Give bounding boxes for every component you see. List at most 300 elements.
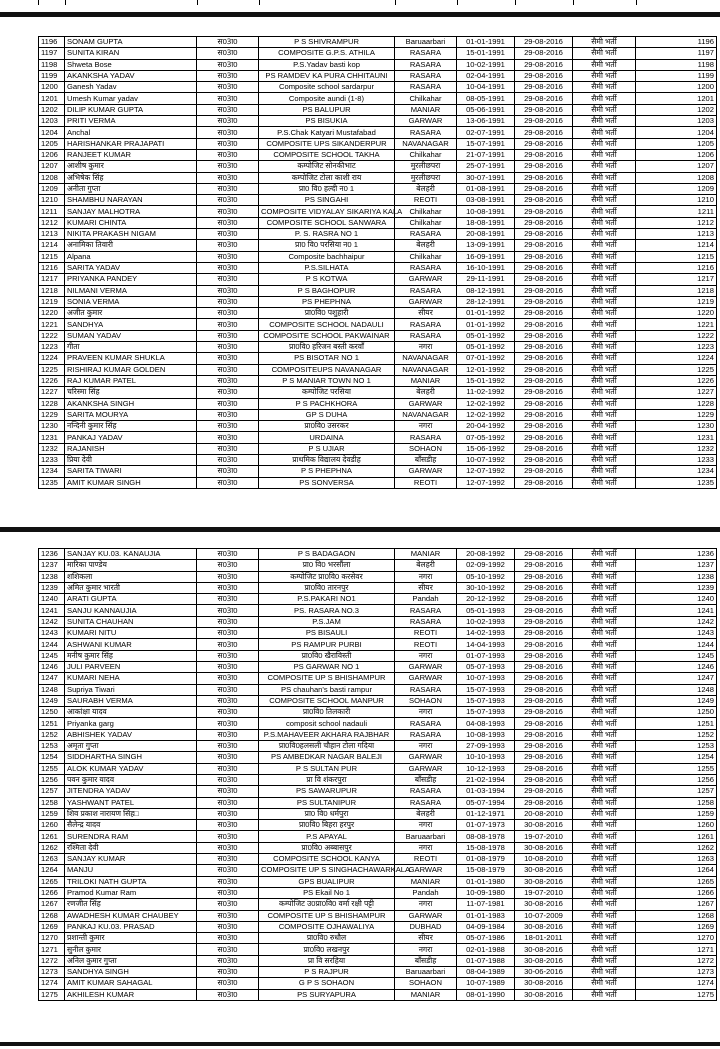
school-name-cell: PS RAMPUR PURBI (259, 639, 395, 650)
birth-date-cell: 10-10-1993 (457, 752, 515, 763)
serial-number-repeat-cell: 1196 (636, 37, 717, 48)
birth-date-cell: 29-11-1991 (457, 274, 515, 285)
designation-cell: स03ा0 (197, 82, 259, 93)
serial-number-repeat-cell: 1275 (636, 989, 717, 1000)
school-name-cell: P S SULTAN PUR (259, 763, 395, 774)
table-row (39, 104, 717, 115)
teacher-name-cell: KUMARI NITU (65, 628, 197, 639)
serial-number-cell: 1222 (39, 330, 65, 341)
recruitment-type-cell: सैमी भर्ती (573, 409, 636, 420)
table-row (39, 308, 717, 319)
joining-date-cell: 29-08-2016 (515, 104, 573, 115)
designation-cell: स03ा0 (197, 59, 259, 70)
serial-number-cell: 1213 (39, 229, 65, 240)
joining-date-cell: 29-08-2016 (515, 364, 573, 375)
joining-date-cell: 30-08-2016 (515, 876, 573, 887)
designation-cell: स03ा0 (197, 70, 259, 81)
serial-number-cell: 1245 (39, 650, 65, 661)
designation-cell: स03ा0 (197, 854, 259, 865)
designation-cell: स03ा0 (197, 330, 259, 341)
table-row (39, 571, 717, 582)
teacher-name-cell: प्रशान्ती कुमार (65, 933, 197, 944)
table-row (39, 48, 717, 59)
recruitment-type-cell: सैमी भर्ती (573, 240, 636, 251)
serial-number-repeat-cell: 1266 (636, 887, 717, 898)
serial-number-cell: 1250 (39, 707, 65, 718)
school-name-cell: URDAINA (259, 432, 395, 443)
serial-number-cell: 1230 (39, 421, 65, 432)
teacher-name-cell: SURENDRA RAM (65, 831, 197, 842)
designation-cell: स03ा0 (197, 274, 259, 285)
recruitment-type-cell: सैमी भर्ती (573, 571, 636, 582)
teacher-name-cell: YASHWANT PATEL (65, 797, 197, 808)
serial-number-repeat-cell: 1216 (636, 262, 717, 273)
designation-cell: स03ा0 (197, 296, 259, 307)
recruitment-type-cell: सैमी भर्ती (573, 808, 636, 819)
serial-number-cell: 1251 (39, 718, 65, 729)
serial-number-repeat-cell: 1241 (636, 605, 717, 616)
designation-cell: स03ा0 (197, 966, 259, 977)
teacher-name-cell: आशीष कुमार (65, 161, 197, 172)
birth-date-cell: 10-12-1993 (457, 763, 515, 774)
designation-cell: स03ा0 (197, 763, 259, 774)
designation-cell: स03ा0 (197, 195, 259, 206)
joining-date-cell: 10-08-2010 (515, 854, 573, 865)
birth-date-cell: 13-06-1991 (457, 116, 515, 127)
serial-number-repeat-cell: 1257 (636, 786, 717, 797)
joining-date-cell: 30-08-2016 (515, 842, 573, 853)
recruitment-type-cell: सैमी भर्ती (573, 639, 636, 650)
teacher-name-cell: अमृता गुप्ता (65, 741, 197, 752)
serial-number-repeat-cell: 1243 (636, 628, 717, 639)
serial-number-repeat-cell: 1224 (636, 353, 717, 364)
school-name-cell: P S UJIAR (259, 443, 395, 454)
teacher-name-cell: SANDHYA SINGH (65, 966, 197, 977)
birth-date-cell: 11-07-1981 (457, 899, 515, 910)
table-row (39, 82, 717, 93)
serial-number-repeat-cell: 1214 (636, 240, 717, 251)
birth-date-cell: 13-09-1991 (457, 240, 515, 251)
serial-number-cell: 1215 (39, 251, 65, 262)
birth-date-cell: 16-09-1991 (457, 251, 515, 262)
block-name-cell: Chilkahar (395, 251, 457, 262)
designation-cell: स03ा0 (197, 432, 259, 443)
birth-date-cell: 15-07-1993 (457, 695, 515, 706)
school-name-cell: P.S.Chak Katyari Mustafabad (259, 127, 395, 138)
joining-date-cell: 29-08-2016 (515, 797, 573, 808)
table-row (39, 774, 717, 785)
serial-number-cell: 1198 (39, 59, 65, 70)
teacher-name-cell: Supriya Tiwari (65, 684, 197, 695)
serial-number-repeat-cell: 1244 (636, 639, 717, 650)
recruitment-type-cell: सैमी भर्ती (573, 364, 636, 375)
joining-date-cell: 29-08-2016 (515, 375, 573, 386)
joining-date-cell: 29-08-2016 (515, 183, 573, 194)
birth-date-cell: 02-09-1992 (457, 560, 515, 571)
joining-date-cell: 18-01-2011 (515, 933, 573, 944)
teacher-name-cell: SANJAY KU.03. KANAUJIA (65, 549, 197, 560)
table-row (39, 409, 717, 420)
block-name-cell: NAVANAGAR (395, 138, 457, 149)
serial-number-repeat-cell: 1211 (636, 206, 717, 217)
recruitment-type-cell: सैमी भर्ती (573, 454, 636, 465)
teacher-name-cell: AKHILESH KUMAR (65, 989, 197, 1000)
recruitment-type-cell: सैमी भर्ती (573, 763, 636, 774)
serial-number-cell: 1269 (39, 921, 65, 932)
designation-cell: स03ा0 (197, 387, 259, 398)
table-row (39, 127, 717, 138)
serial-number-cell: 1205 (39, 138, 65, 149)
table-row (39, 387, 717, 398)
recruitment-type-cell: सैमी भर्ती (573, 887, 636, 898)
block-name-cell: GARWAR (395, 673, 457, 684)
school-name-cell: P.S.MAHAVEER AKHARA RAJBHAR (259, 729, 395, 740)
block-name-cell: GARWAR (395, 398, 457, 409)
joining-date-cell: 29-08-2016 (515, 605, 573, 616)
birth-date-cell: 05-10-1992 (457, 571, 515, 582)
table-row (39, 364, 717, 375)
teacher-name-cell: ARATI GUPTA (65, 594, 197, 605)
block-name-cell: Baruaarbari (395, 37, 457, 48)
block-name-cell: RASARA (395, 797, 457, 808)
serial-number-cell: 1201 (39, 93, 65, 104)
birth-date-cell: 02-07-1991 (457, 127, 515, 138)
teacher-name-cell: शशिकला (65, 571, 197, 582)
joining-date-cell: 29-08-2016 (515, 752, 573, 763)
birth-date-cell: 01-07-1993 (457, 650, 515, 661)
serial-number-repeat-cell: 1261 (636, 831, 717, 842)
birth-date-cell: 05-01-1992 (457, 342, 515, 353)
school-name-cell: PS SONVERSA (259, 477, 395, 488)
table-row (39, 229, 717, 240)
birth-date-cell: 15-01-1991 (457, 48, 515, 59)
table-row (39, 616, 717, 627)
designation-cell: स03ा0 (197, 661, 259, 672)
previous-table-fragment (38, 0, 717, 5)
school-name-cell: प्रा0 वि0 भरसौंला (259, 560, 395, 571)
recruitment-type-cell: सैमी भर्ती (573, 308, 636, 319)
table-row (39, 454, 717, 465)
table-row (39, 217, 717, 228)
serial-number-cell: 1272 (39, 955, 65, 966)
school-name-cell: PS BISOTAR NO 1 (259, 353, 395, 364)
joining-date-cell: 29-08-2016 (515, 466, 573, 477)
block-name-cell: NAVANAGAR (395, 409, 457, 420)
designation-cell: स03ा0 (197, 887, 259, 898)
table-row (39, 854, 717, 865)
recruitment-type-cell: सैमी भर्ती (573, 594, 636, 605)
birth-date-cell: 15-08-1978 (457, 842, 515, 853)
birth-date-cell: 02-04-1991 (457, 70, 515, 81)
serial-number-cell: 1233 (39, 454, 65, 465)
designation-cell: स03ा0 (197, 910, 259, 921)
table-row (39, 695, 717, 706)
birth-date-cell: 30-07-1991 (457, 172, 515, 183)
block-name-cell: Chilkahar (395, 149, 457, 160)
joining-date-cell: 29-08-2016 (515, 628, 573, 639)
school-name-cell: PS. RASARA NO.3 (259, 605, 395, 616)
serial-number-repeat-cell: 1230 (636, 421, 717, 432)
birth-date-cell: 02-01-1988 (457, 944, 515, 955)
designation-cell: स03ा0 (197, 955, 259, 966)
recruitment-type-cell: सैमी भर्ती (573, 398, 636, 409)
teacher-name-cell: Umesh Kumar yadav (65, 93, 197, 104)
joining-date-cell: 29-08-2016 (515, 639, 573, 650)
teacher-name-cell: आकांक्षा यादव (65, 707, 197, 718)
designation-cell: स03ा0 (197, 183, 259, 194)
designation-cell: स03ा0 (197, 752, 259, 763)
recruitment-type-cell: सैमी भर्ती (573, 375, 636, 386)
birth-date-cell: 08-04-1989 (457, 966, 515, 977)
school-name-cell: प्राथमिक विद्यालय देवडीह (259, 454, 395, 465)
teacher-name-cell: मनीष कुमार सिंह (65, 650, 197, 661)
teacher-name-cell: SARITA MOURYA (65, 409, 197, 420)
school-name-cell: प्रा वि सरहिया (259, 955, 395, 966)
block-name-cell: GARWAR (395, 910, 457, 921)
teacher-name-cell: PRAVEEN KUMAR SHUKLA (65, 353, 197, 364)
table-row (39, 116, 717, 127)
block-name-cell: मुरलीछपरा (395, 161, 457, 172)
designation-cell: स03ा0 (197, 364, 259, 375)
designation-cell: स03ा0 (197, 262, 259, 273)
recruitment-type-cell: सैमी भर्ती (573, 330, 636, 341)
teacher-name-cell: SONAM GUPTA (65, 37, 197, 48)
birth-date-cell: 15-07-1993 (457, 684, 515, 695)
teacher-name-cell: PRITI VERMA (65, 116, 197, 127)
serial-number-cell: 1260 (39, 820, 65, 831)
school-name-cell: COMPOSITE SCHOOL PAKWAINAR (259, 330, 395, 341)
birth-date-cell: 12-07-1992 (457, 477, 515, 488)
designation-cell: स03ा0 (197, 628, 259, 639)
table-row (39, 989, 717, 1000)
joining-date-cell: 29-08-2016 (515, 285, 573, 296)
recruitment-type-cell: सैमी भर्ती (573, 421, 636, 432)
designation-cell: स03ा0 (197, 229, 259, 240)
designation-cell: स03ा0 (197, 240, 259, 251)
serial-number-repeat-cell: 1218 (636, 285, 717, 296)
block-name-cell: नगरा (395, 820, 457, 831)
teacher-table-section-1 (38, 36, 717, 489)
school-name-cell: COMPOSITE UPS SIKANDERPUR (259, 138, 395, 149)
designation-cell: स03ा0 (197, 741, 259, 752)
designation-cell: स03ा0 (197, 718, 259, 729)
school-name-cell: प्रा0वि0 हरिजन बस्ती करवाँ (259, 342, 395, 353)
birth-date-cell: 15-01-1992 (457, 375, 515, 386)
recruitment-type-cell: सैमी भर्ती (573, 262, 636, 273)
school-name-cell: P S KOTWA (259, 274, 395, 285)
designation-cell: स03ा0 (197, 774, 259, 785)
recruitment-type-cell: सैमी भर्ती (573, 48, 636, 59)
birth-date-cell: 03-08-1991 (457, 195, 515, 206)
recruitment-type-cell: सैमी भर्ती (573, 955, 636, 966)
table-row (39, 342, 717, 353)
school-name-cell: प्रा0वि0 खैराविस्ती (259, 650, 395, 661)
table-row (39, 978, 717, 989)
block-name-cell: RASARA (395, 616, 457, 627)
serial-number-repeat-cell: 1208 (636, 172, 717, 183)
recruitment-type-cell: सैमी भर्ती (573, 149, 636, 160)
table-row (39, 296, 717, 307)
birth-date-cell: 14-02-1993 (457, 628, 515, 639)
table-row (39, 763, 717, 774)
teacher-table-section-2 (38, 548, 717, 1001)
designation-cell: स03ा0 (197, 443, 259, 454)
recruitment-type-cell: सैमी भर्ती (573, 899, 636, 910)
serial-number-repeat-cell: 1255 (636, 763, 717, 774)
recruitment-type-cell: सैमी भर्ती (573, 729, 636, 740)
school-name-cell: COMPOSITE G.P.S. ATHILA (259, 48, 395, 59)
block-name-cell: नगरा (395, 842, 457, 853)
recruitment-type-cell: सैमी भर्ती (573, 978, 636, 989)
designation-cell: स03ा0 (197, 684, 259, 695)
block-name-cell: बाँसडीह (395, 955, 457, 966)
school-name-cell: P.S.SILHATA (259, 262, 395, 273)
joining-date-cell: 30-08-2016 (515, 865, 573, 876)
block-name-cell: RASARA (395, 285, 457, 296)
serial-number-repeat-cell: 1199 (636, 70, 717, 81)
block-name-cell: SOHAON (395, 978, 457, 989)
serial-number-repeat-cell: 1204 (636, 127, 717, 138)
table-row (39, 70, 717, 81)
serial-number-repeat-cell: 1242 (636, 616, 717, 627)
recruitment-type-cell: सैमी भर्ती (573, 274, 636, 285)
serial-number-repeat-cell: 1248 (636, 684, 717, 695)
serial-number-repeat-cell: 1267 (636, 899, 717, 910)
block-name-cell: DUBHAD (395, 921, 457, 932)
joining-date-cell: 29-08-2016 (515, 70, 573, 81)
serial-number-repeat-cell: 1265 (636, 876, 717, 887)
birth-date-cell: 27-09-1993 (457, 741, 515, 752)
teacher-name-cell: SUMAN YADAV (65, 330, 197, 341)
designation-cell: स03ा0 (197, 161, 259, 172)
block-name-cell: GARWAR (395, 116, 457, 127)
serial-number-cell: 1266 (39, 887, 65, 898)
serial-number-repeat-cell: 1250 (636, 707, 717, 718)
serial-number-cell: 1257 (39, 786, 65, 797)
joining-date-cell: 29-08-2016 (515, 240, 573, 251)
joining-date-cell: 29-08-2016 (515, 582, 573, 593)
designation-cell: स03ा0 (197, 319, 259, 330)
recruitment-type-cell: सैमी भर्ती (573, 549, 636, 560)
birth-date-cell: 01-01-1992 (457, 308, 515, 319)
school-name-cell: प्रा0वि0 तारनपुर (259, 582, 395, 593)
joining-date-cell: 29-08-2016 (515, 330, 573, 341)
table-row (39, 707, 717, 718)
school-name-cell: G P S SOHAON (259, 978, 395, 989)
table-row (39, 921, 717, 932)
designation-cell: स03ा0 (197, 172, 259, 183)
block-name-cell: RASARA (395, 432, 457, 443)
serial-number-repeat-cell: 1235 (636, 477, 717, 488)
birth-date-cell: 01-07-1973 (457, 820, 515, 831)
birth-date-cell: 25-07-1991 (457, 161, 515, 172)
serial-number-repeat-cell: 1205 (636, 138, 717, 149)
block-name-cell: REOTI (395, 639, 457, 650)
birth-date-cell: 05-07-1993 (457, 661, 515, 672)
serial-number-repeat-cell: 1210 (636, 195, 717, 206)
school-name-cell: P.S APAYAL (259, 831, 395, 842)
serial-number-cell: 1224 (39, 353, 65, 364)
recruitment-type-cell: सैमी भर्ती (573, 582, 636, 593)
table-row (39, 59, 717, 70)
recruitment-type-cell: सैमी भर्ती (573, 432, 636, 443)
serial-number-cell: 1255 (39, 763, 65, 774)
serial-number-repeat-cell: 1227 (636, 387, 717, 398)
school-name-cell: कम्पोजिट टोला काशी राय (259, 172, 395, 183)
joining-date-cell: 29-08-2016 (515, 127, 573, 138)
designation-cell: स03ा0 (197, 876, 259, 887)
serial-number-repeat-cell: 1225 (636, 364, 717, 375)
birth-date-cell: 20-04-1992 (457, 421, 515, 432)
block-name-cell: बेलहरी (395, 808, 457, 819)
serial-number-repeat-cell: 1253 (636, 741, 717, 752)
teacher-name-cell: सुनील कुमार (65, 944, 197, 955)
recruitment-type-cell: सैमी भर्ती (573, 116, 636, 127)
joining-date-cell: 29-08-2016 (515, 37, 573, 48)
recruitment-type-cell: सैमी भर्ती (573, 684, 636, 695)
school-name-cell: PS PHEPHNA (259, 296, 395, 307)
serial-number-repeat-cell: 1240 (636, 594, 717, 605)
block-name-cell: MANIAR (395, 104, 457, 115)
serial-number-cell: 1268 (39, 910, 65, 921)
birth-date-cell: 10-07-1989 (457, 978, 515, 989)
table-row (39, 37, 717, 48)
serial-number-cell: 1240 (39, 594, 65, 605)
teacher-name-cell: KUMARI CHINTA (65, 217, 197, 228)
serial-number-repeat-cell: 1245 (636, 650, 717, 661)
serial-number-cell: 1200 (39, 82, 65, 93)
block-name-cell: Baruaarbari (395, 966, 457, 977)
teacher-name-cell: RAJANISH (65, 443, 197, 454)
joining-date-cell: 29-08-2016 (515, 432, 573, 443)
recruitment-type-cell: सैमी भर्ती (573, 673, 636, 684)
joining-date-cell: 29-08-2016 (515, 695, 573, 706)
designation-cell: स03ा0 (197, 560, 259, 571)
teacher-name-cell: ALOK KUMAR YADAV (65, 763, 197, 774)
block-name-cell: नगरा (395, 571, 457, 582)
recruitment-type-cell: सैमी भर्ती (573, 842, 636, 853)
birth-date-cell: 15-07-1993 (457, 707, 515, 718)
designation-cell: स03ा0 (197, 605, 259, 616)
birth-date-cell: 01-08-1979 (457, 854, 515, 865)
table-row (39, 466, 717, 477)
school-name-cell: प्रा0वि0 बिहरा हरपुर (259, 820, 395, 831)
recruitment-type-cell: सैमी भर्ती (573, 989, 636, 1000)
joining-date-cell: 29-08-2016 (515, 353, 573, 364)
teacher-name-cell: AMIT KUMAR SINGH (65, 477, 197, 488)
serial-number-cell: 1197 (39, 48, 65, 59)
table-row (39, 831, 717, 842)
designation-cell: स03ा0 (197, 48, 259, 59)
birth-date-cell: 05-06-1991 (457, 104, 515, 115)
serial-number-repeat-cell: 1273 (636, 966, 717, 977)
table-row (39, 582, 717, 593)
birth-date-cell: 14-04-1993 (457, 639, 515, 650)
teacher-name-cell: SANJAY KUMAR (65, 854, 197, 865)
designation-cell: स03ा0 (197, 842, 259, 853)
block-name-cell: Pandah (395, 887, 457, 898)
table-row (39, 639, 717, 650)
serial-number-repeat-cell: 1206 (636, 149, 717, 160)
page-separator-top (0, 12, 720, 17)
table-row (39, 195, 717, 206)
teacher-name-cell: AKANKSHA YADAV (65, 70, 197, 81)
recruitment-type-cell: सैमी भर्ती (573, 251, 636, 262)
joining-date-cell: 29-08-2016 (515, 729, 573, 740)
joining-date-cell: 30-08-2016 (515, 899, 573, 910)
serial-number-cell: 1204 (39, 127, 65, 138)
serial-number-repeat-cell: 1268 (636, 910, 717, 921)
